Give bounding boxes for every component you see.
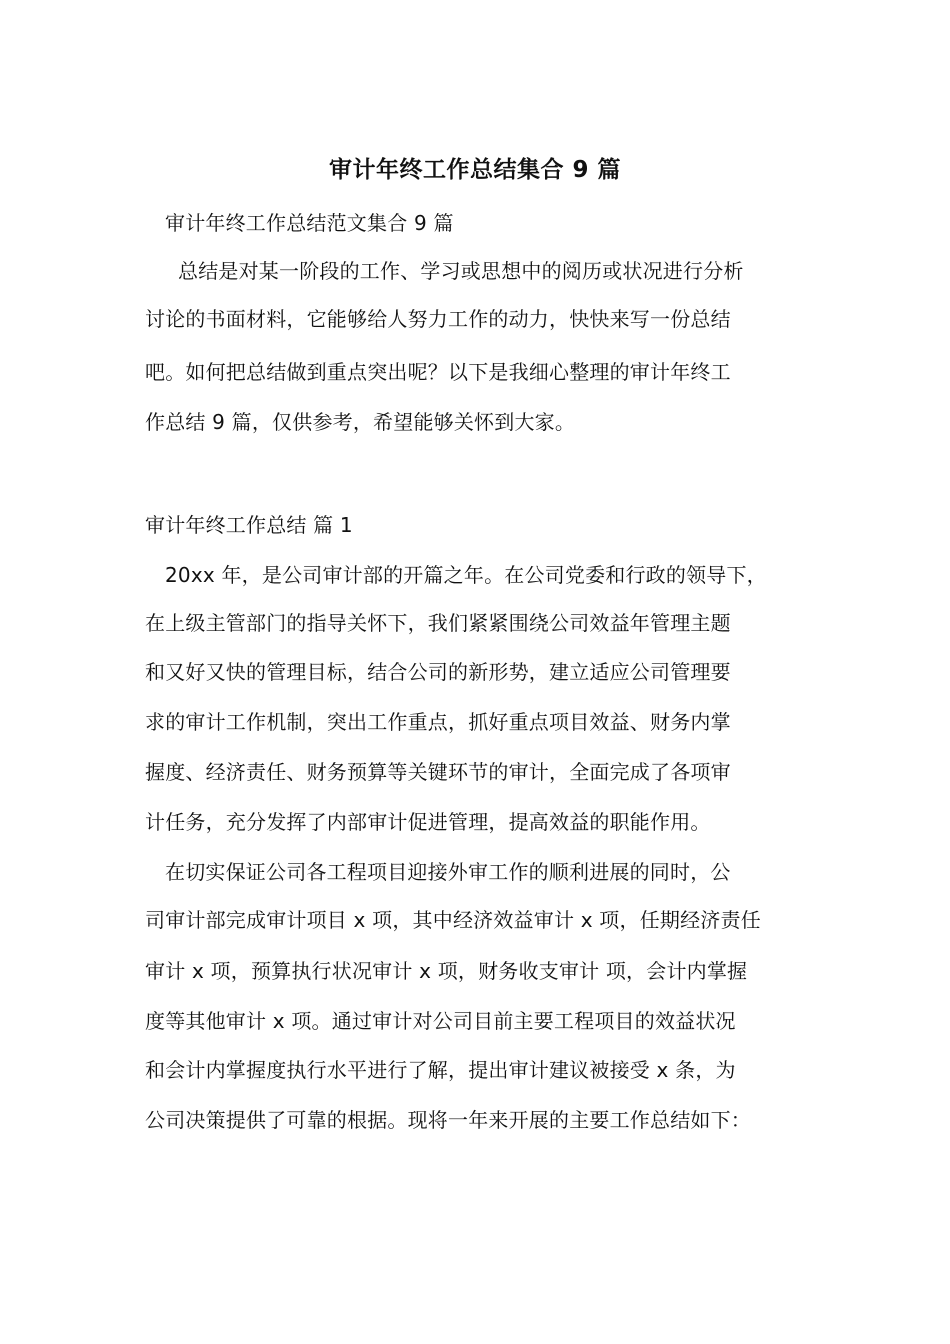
intro-line-2: 讨论的书面材料，它能够给人努力工作的动力，快快来写一份总结 — [145, 307, 731, 331]
section-heading: 审计年终工作总结 篇 1 — [145, 513, 353, 537]
paragraph-1-line-1: 20xx 年，是公司审计部的开篇之年。在公司党委和行政的领导下， — [165, 563, 767, 587]
paragraph-1-line-2: 在上级主管部门的指导关怀下，我们紧紧围绕公司效益年管理主题 — [145, 611, 731, 635]
intro-line-4: 作总结 9 篇，仅供参考，希望能够关怀到大家。 — [145, 410, 576, 434]
paragraph-1-line-5: 握度、经济责任、财务预算等关键环节的审计，全面完成了各项审 — [145, 760, 731, 784]
paragraph-1-line-6: 计任务，充分发挥了内部审计促进管理，提高效益的职能作用。 — [145, 810, 711, 834]
paragraph-2-line-1: 在切实保证公司各工程项目迎接外审工作的顺利进展的同时，公 — [165, 860, 731, 884]
paragraph-2-line-6: 公司决策提供了可靠的根据。现将一年来开展的主要工作总结如下： — [145, 1108, 751, 1132]
intro-line-3: 吧。如何把总结做到重点突出呢？以下是我细心整理的审计年终工 — [145, 360, 731, 384]
paragraph-2-line-5: 和会计内掌握度执行水平进行了解，提出审计建议被接受 x 条，为 — [145, 1058, 736, 1082]
document-title: 审计年终工作总结集合 9 篇 — [328, 157, 622, 183]
paragraph-2-line-2: 司审计部完成审计项目 x 项，其中经济效益审计 x 项，任期经济责任 — [145, 908, 761, 932]
paragraph-2-line-3: 审计 x 项，预算执行状况审计 x 项，财务收支审计 项，会计内掌握 — [145, 959, 748, 983]
intro-line-1: 总结是对某一阶段的工作、学习或思想中的阅历或状况进行分析 — [178, 259, 744, 283]
subtitle-line: 审计年终工作总结范文集合 9 篇 — [165, 211, 454, 235]
paragraph-2-line-4: 度等其他审计 x 项。通过审计对公司目前主要工程项目的效益状况 — [145, 1009, 736, 1033]
paragraph-1-line-3: 和又好又快的管理目标，结合公司的新形势，建立适应公司管理要 — [145, 660, 731, 684]
paragraph-1-line-4: 求的审计工作机制，突出工作重点，抓好重点项目效益、财务内掌 — [145, 710, 731, 734]
